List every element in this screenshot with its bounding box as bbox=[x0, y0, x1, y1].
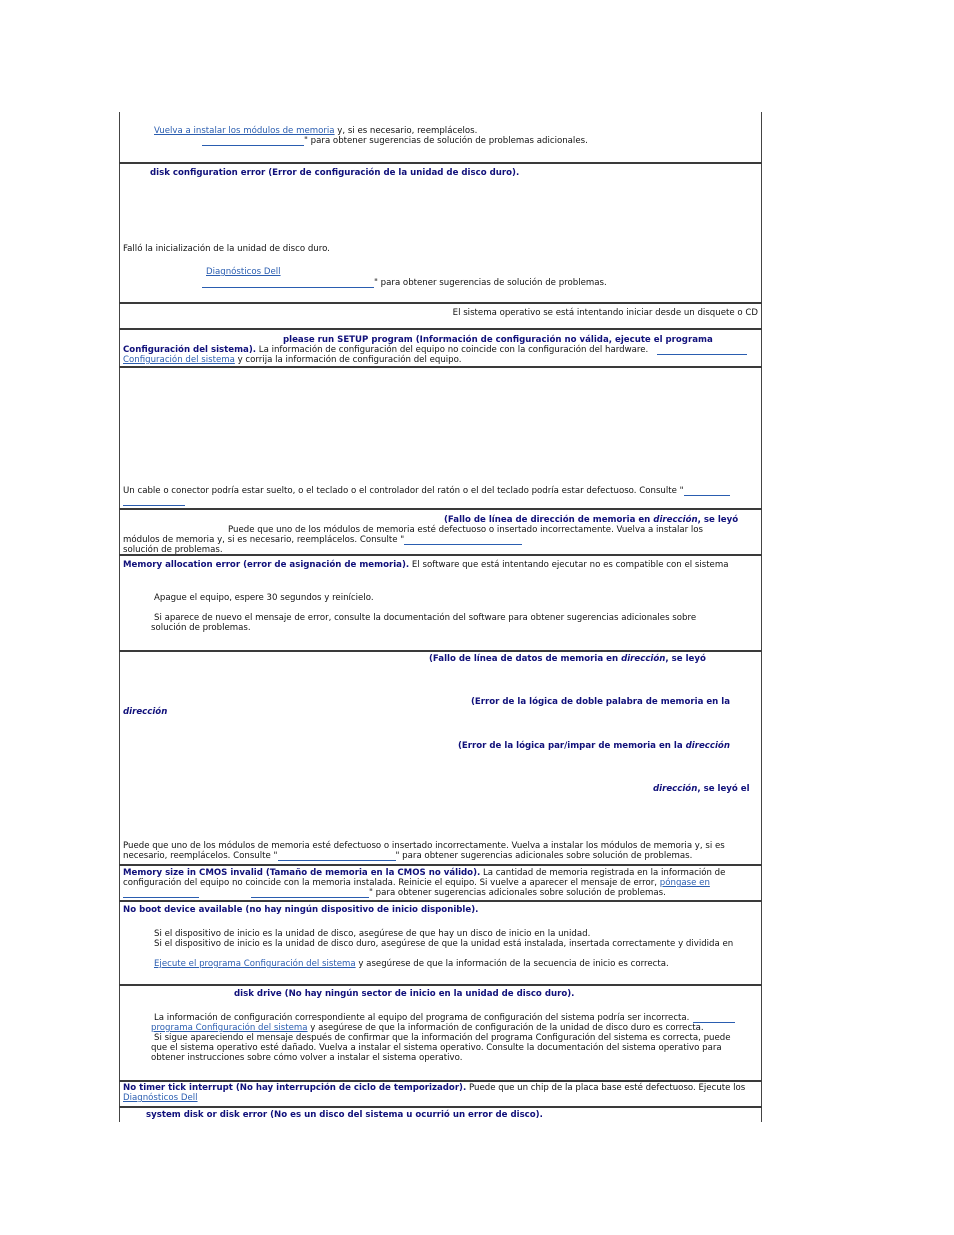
boot-message: El sistema operativo se está intentando iniciar desde un disquete o CD bbox=[452, 308, 758, 318]
list-item: que el sistema operativo esté dañado. Vuelva a instalar el sistema operativo. Consulte la documentación del sistema operativo para bbox=[151, 1043, 722, 1053]
row-line: Configuración del sistema y corrija la información de configuración del equipo. bbox=[123, 355, 462, 365]
row-line: " para obtener sugerencias de solución de problemas. bbox=[202, 278, 607, 288]
error-title: No boot device available (no hay ningún dispositivo de inicio disponible). bbox=[123, 905, 479, 915]
row-line: configuración del equipo no coincide con la memoria instalada. Reinicie el equipo. Si vuelve a aparecer el mensaje de error, póngase en bbox=[123, 878, 710, 888]
error-title: (Error de la lógica de doble palabra de memoria en la bbox=[471, 697, 731, 707]
row-line: Un cable o conector podría estar suelto, o el teclado o el controlador del ratón o el del teclado podría estar defectuoso. Consulte " bbox=[123, 486, 730, 496]
link-placeholder[interactable] bbox=[657, 345, 747, 355]
error-title: please run SETUP program (Información de configuración no válida, ejecute el programa bbox=[283, 335, 713, 345]
table-row bbox=[119, 330, 762, 368]
error-title: Memory allocation error (error de asignación de memoria). bbox=[123, 560, 410, 570]
row-line bbox=[123, 1093, 198, 1103]
error-title: dirección, se leyó el bbox=[653, 784, 750, 794]
step-item: Si aparece de nuevo el mensaje de error, consulte la documentación del software para obtener sugerencias adicionales sobre bbox=[154, 613, 697, 623]
link-placeholder[interactable] bbox=[202, 136, 304, 146]
table-row bbox=[119, 866, 762, 902]
system-setup-link[interactable]: Configuración del sistema bbox=[123, 355, 235, 365]
error-title: No timer tick interrupt (No hay interrupción de ciclo de temporizador). bbox=[123, 1083, 467, 1093]
table-row bbox=[119, 1108, 762, 1122]
list-item: Si el dispositivo de inicio es la unidad de disco, asegúrese de que hay un disco de inicio en la unidad. bbox=[154, 929, 591, 939]
contact-link[interactable]: póngase en bbox=[659, 878, 710, 888]
table-row bbox=[119, 986, 762, 1082]
table-row bbox=[119, 304, 762, 330]
row-line: Memory allocation error (error de asignación de memoria). El software que está intentando ejecutar no es compatible con el sistema bbox=[123, 560, 729, 570]
table-row bbox=[119, 164, 762, 304]
error-description: Puede que uno de los módulos de memoria esté defectuoso o insertado incorrectamente. Vuelva a instalar los bbox=[228, 525, 704, 535]
list-item: Si el dispositivo de inicio es la unidad de disco duro, asegúrese de que la unidad está instalada, insertada correctamente y dividida en bbox=[154, 939, 734, 949]
error-title: system disk or disk error (No es un disco del sistema u ocurrió un error de disco). bbox=[146, 1110, 543, 1120]
error-description: Puede que uno de los módulos de memoria esté defectuoso o insertado incorrectamente. Vuelva a instalar los módulos de memoria y, si es bbox=[123, 841, 725, 851]
dell-diagnostics-link[interactable]: Diagnósticos Dell bbox=[123, 1093, 198, 1103]
table-row bbox=[119, 368, 762, 510]
row-line: Configuración del sistema). La información de configuración del equipo no coincide con la configuración del hardware. bbox=[123, 345, 747, 355]
row-line: Vuelva a instalar los módulos de memoria y, si es necesario, reemplácelos. bbox=[154, 126, 478, 136]
row-line bbox=[123, 496, 185, 506]
row-line: Ejecute el programa Configuración del sistema y asegúrese de que la información de la secuencia de inicio es correcta. bbox=[154, 959, 669, 969]
table-row bbox=[119, 1082, 762, 1108]
row-line: solución de problemas. bbox=[123, 545, 223, 555]
document-table bbox=[119, 112, 762, 1122]
error-title: disk configuration error (Error de configuración de la unidad de disco duro). bbox=[150, 168, 520, 178]
dell-diagnostics-link[interactable]: Diagnósticos Dell bbox=[206, 267, 281, 277]
setup-program-link[interactable]: programa Configuración del sistema bbox=[151, 1023, 308, 1033]
error-title: (Error de la lógica par/impar de memoria en la dirección bbox=[458, 741, 730, 751]
row-line: necesario, reemplácelos. Consulte " " para obtener sugerencias adicionales sobre solución de problemas. bbox=[123, 851, 693, 861]
link-placeholder[interactable] bbox=[404, 535, 522, 545]
link-placeholder[interactable] bbox=[278, 851, 396, 861]
reinstall-memory-link[interactable]: Vuelva a instalar los módulos de memoria bbox=[154, 126, 335, 136]
error-title: Memory size in CMOS invalid (Tamaño de memoria en la CMOS no válido). bbox=[123, 868, 481, 878]
link-placeholder[interactable] bbox=[123, 888, 199, 898]
table-row bbox=[119, 652, 762, 866]
run-system-setup-link[interactable]: Ejecute el programa Configuración del sistema bbox=[154, 959, 356, 969]
error-title: disk drive (No hay ningún sector de inicio en la unidad de disco duro). bbox=[234, 989, 575, 999]
error-title: (Fallo de línea de datos de memoria en dirección, se leyó bbox=[429, 654, 706, 664]
row-line: La información de configuración correspondiente al equipo del programa de configuración del sistema podría ser incorrecta. bbox=[154, 1013, 735, 1023]
list-item: obtener instrucciones sobre cómo volver a instalar el sistema operativo. bbox=[151, 1053, 463, 1063]
link-placeholder[interactable] bbox=[684, 486, 730, 496]
row-line: módulos de memoria y, si es necesario, reemplácelos. Consulte " bbox=[123, 535, 522, 545]
row-line: programa Configuración del sistema y asegúrese de que la información de configuración de la unidad de disco duro es correcta. bbox=[151, 1023, 704, 1033]
table-row bbox=[119, 112, 762, 164]
step-item: solución de problemas. bbox=[151, 623, 251, 633]
link-placeholder[interactable] bbox=[251, 888, 369, 898]
error-description: Falló la inicialización de la unidad de disco duro. bbox=[123, 244, 330, 254]
row-line: " para obtener sugerencias adicionales sobre solución de problemas. bbox=[123, 888, 666, 898]
link-placeholder[interactable] bbox=[693, 1013, 735, 1023]
list-item: Si sigue apareciendo el mensaje después de confirmar que la información del programa Configuración del sistema es correcta, puede bbox=[154, 1033, 731, 1043]
table-row bbox=[119, 902, 762, 986]
table-row bbox=[119, 556, 762, 652]
link-placeholder[interactable] bbox=[123, 496, 185, 506]
error-title: (Fallo de línea de dirección de memoria en dirección, se leyó bbox=[444, 515, 739, 525]
row-line: " para obtener sugerencias de solución de problemas adicionales. bbox=[202, 136, 588, 146]
link-placeholder[interactable] bbox=[202, 278, 374, 288]
row-line: Memory size in CMOS invalid (Tamaño de memoria en la CMOS no válido). La cantidad de memoria registrada en la información de bbox=[123, 868, 726, 878]
step-item: Apague el equipo, espere 30 segundos y reinícielo. bbox=[154, 593, 374, 603]
row-line: No timer tick interrupt (No hay interrupción de ciclo de temporizador). Puede que un chip de la placa base esté defectuoso. Ejecute los bbox=[123, 1083, 746, 1093]
table-row bbox=[119, 510, 762, 556]
error-title: dirección bbox=[123, 707, 168, 717]
